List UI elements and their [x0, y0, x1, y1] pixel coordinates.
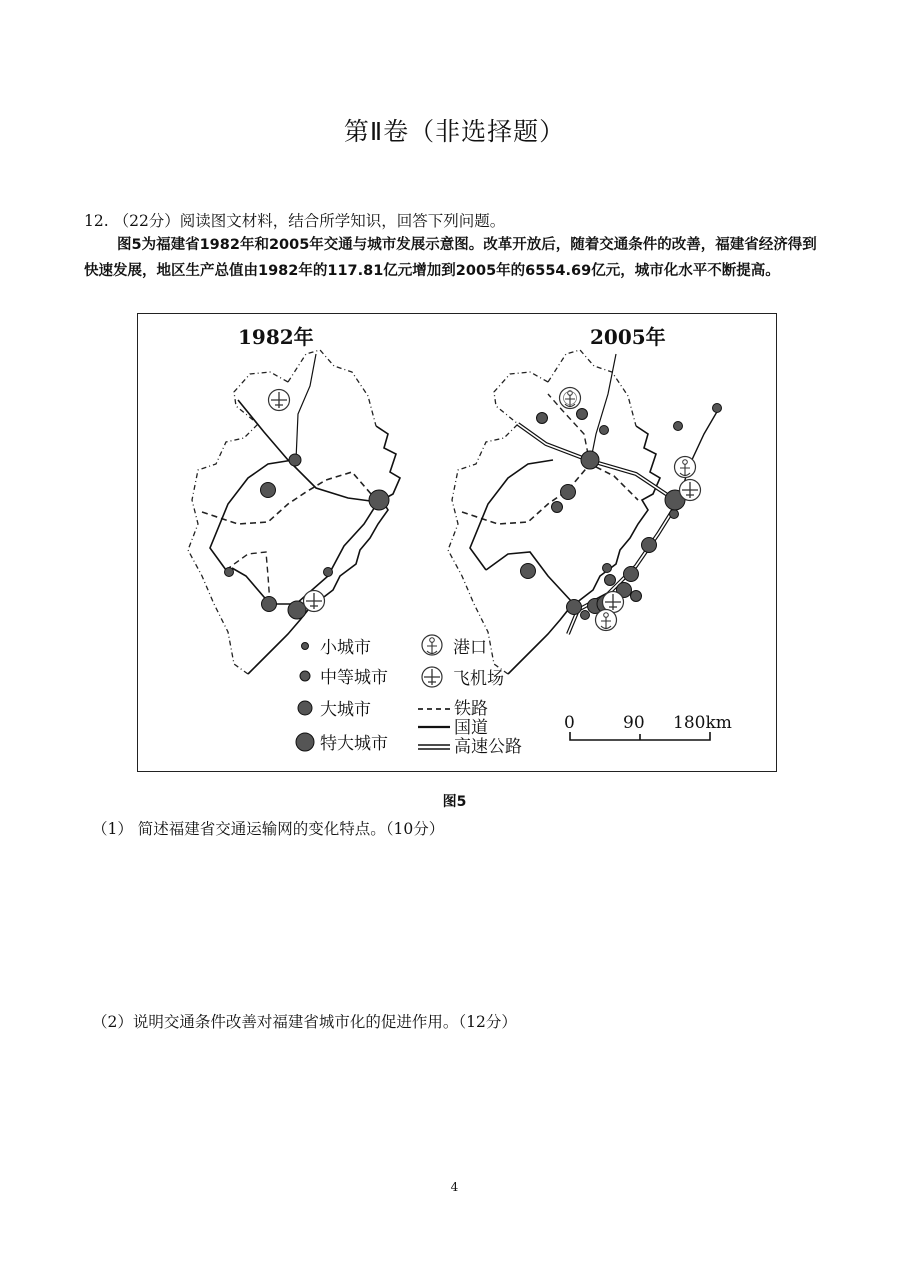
map-legend — [296, 635, 732, 757]
large-city-dot — [521, 564, 536, 579]
river-1982 — [296, 354, 316, 460]
national-road-2005-c — [590, 354, 616, 464]
legend-medium-city: 中等城市 — [320, 668, 388, 688]
airport-icon — [304, 591, 325, 612]
port-icon — [675, 457, 696, 478]
small-city-dot — [324, 568, 333, 577]
small-city-dot — [674, 422, 683, 431]
scale-tick-90: 90 — [623, 713, 645, 733]
scale-line — [570, 732, 710, 740]
scale-tick-180: 180km — [673, 713, 732, 733]
province-boundary-2005-north — [548, 350, 636, 426]
large-city-dot — [261, 483, 276, 498]
medium-city-dot — [289, 454, 301, 466]
mega-city-dot — [296, 733, 314, 751]
small-city-dot — [670, 510, 679, 519]
figure-svg — [138, 314, 776, 771]
question-intro: 图5为福建省1982年和2005年交通与城市发展示意图。改革开放后，随着交通条件的改善，福建省经济得到快速发展，地区生产总值由1982年的117.81亿元增加到2005年的6554.69亿元，城市化水平不断提高。 — [84, 237, 817, 279]
map-1982-title: 1982年 — [238, 325, 314, 349]
section-title: 第Ⅱ卷（非选择题） — [343, 117, 566, 146]
legend-mega-city: 特大城市 — [320, 734, 388, 754]
legend-railway: 铁路 — [454, 699, 488, 719]
legend-small-city: 小城市 — [320, 638, 371, 658]
sub-question-2: （2）说明交通条件改善对福建省城市化的促进作用。（12分） — [92, 1013, 517, 1031]
medium-city-dot — [300, 671, 310, 681]
legend-expressway: 高速公路 — [454, 737, 522, 757]
port-icon — [422, 635, 442, 655]
small-city-dot — [713, 404, 722, 413]
port-icon — [560, 388, 581, 409]
airport-icon — [422, 667, 442, 687]
large-city-dot — [561, 485, 576, 500]
large-city-dot — [624, 567, 639, 582]
legend-large-city: 大城市 — [320, 700, 371, 720]
mega-city-dot — [369, 490, 389, 510]
question-header: 12. （22分）阅读图文材料，结合所学知识，回答下列问题。 — [84, 212, 506, 230]
port-icon — [596, 610, 617, 631]
scale-bar — [564, 713, 732, 740]
medium-city-dot — [631, 591, 642, 602]
page-number: 4 — [450, 1180, 459, 1194]
medium-city-dot — [552, 502, 563, 513]
small-city-dot — [600, 426, 609, 435]
large-city-dot — [567, 600, 582, 615]
national-road-1982-a — [238, 400, 378, 502]
medium-city-dot — [537, 413, 548, 424]
large-city-dot — [642, 538, 657, 553]
railway-2005 — [462, 464, 638, 524]
medium-city-dot — [577, 409, 588, 420]
small-city-dot — [225, 568, 234, 577]
large-city-dot — [262, 597, 277, 612]
province-boundary-1982 — [188, 372, 288, 674]
small-city-dot — [302, 643, 309, 650]
province-boundary-1982-north — [288, 350, 376, 426]
legend-airport: 飞机场 — [453, 669, 504, 689]
scale-tick-0: 0 — [564, 713, 575, 733]
mega-city-dot — [581, 451, 599, 469]
province-boundary-2005 — [448, 372, 548, 674]
figure-caption: 图5 — [442, 794, 467, 810]
small-city-dot — [581, 611, 590, 620]
map-2005 — [448, 325, 722, 674]
medium-city-dot — [605, 575, 616, 586]
map-2005-title: 2005年 — [590, 325, 666, 349]
sub-question-1: （1） 简述福建省交通运输网的变化特点。（10分） — [92, 820, 445, 838]
airport-icon — [680, 480, 701, 501]
map-1982 — [188, 325, 400, 674]
legend-national-road: 国道 — [454, 718, 488, 738]
large-city-dot — [298, 701, 312, 715]
airport-icon — [269, 390, 290, 411]
small-city-dot — [603, 564, 612, 573]
figure-5-map — [137, 313, 777, 772]
legend-port: 港口 — [453, 638, 487, 658]
